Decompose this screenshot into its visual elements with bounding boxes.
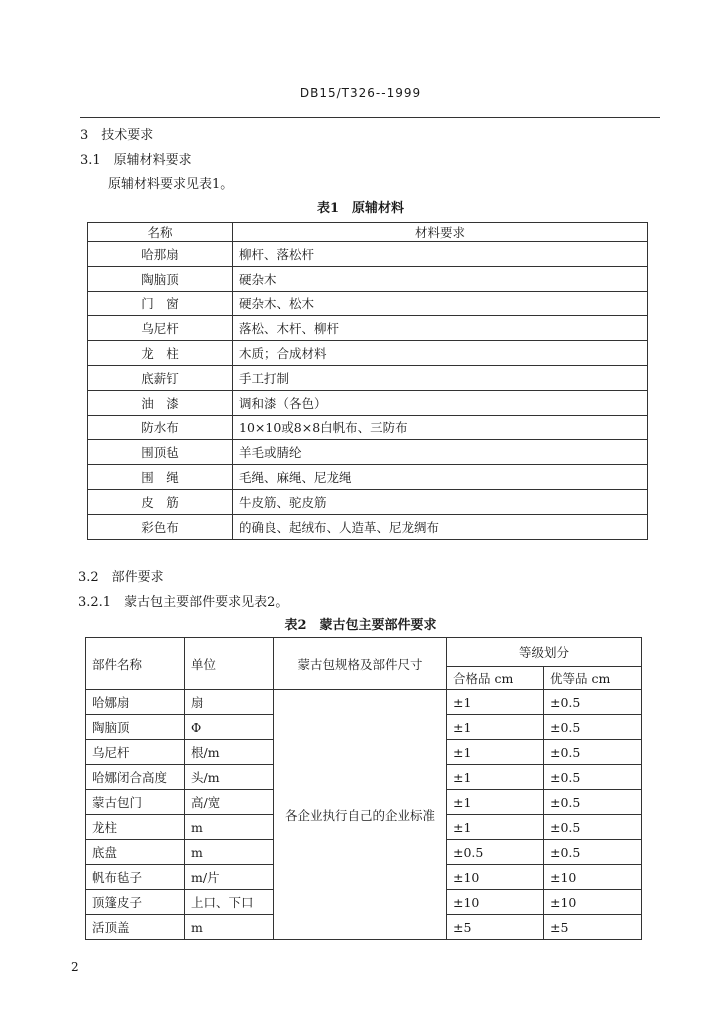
header-name: 名称 [88, 223, 233, 242]
grade-fine-cell: ±0.5 [544, 715, 642, 740]
material-name-cell: 皮 筋 [88, 489, 233, 514]
table-row [88, 266, 648, 291]
table2-caption: 表2 蒙古包主要部件要求 [284, 618, 437, 633]
header-grade: 等级划分 [447, 638, 642, 667]
page-number: 2 [71, 960, 79, 974]
materials-table [87, 222, 648, 540]
header-spec: 蒙古包规格及部件尺寸 [274, 638, 447, 690]
document-code: DB15/T326--1999 [299, 86, 422, 100]
material-requirement-cell: 的确良、起绒布、人造革、尼龙绸布 [233, 514, 648, 539]
section-3-1-title: 3.1 原辅材料要求 [80, 153, 192, 168]
part-name-cell: 陶脑顶 [86, 715, 185, 740]
grade-fine-cell: ±0.5 [544, 840, 642, 865]
part-name-cell: 底盘 [86, 840, 185, 865]
material-requirement-cell: 落松、木杆、柳杆 [233, 316, 648, 341]
part-unit-cell: m/片 [185, 865, 274, 890]
grade-pass-cell: ±1 [447, 765, 544, 790]
table-row [88, 242, 648, 267]
material-name-cell: 哈那扇 [88, 242, 233, 267]
header-rule [80, 117, 660, 118]
table-row [88, 291, 648, 316]
material-requirement-cell: 柳杆、落松杆 [233, 242, 648, 267]
components-table [85, 637, 642, 940]
part-name-cell: 哈娜扇 [86, 690, 185, 715]
header-unit: 单位 [185, 638, 274, 690]
section-3-2-1-body: 3.2.1 蒙古包主要部件要求见表2。 [78, 595, 289, 610]
grade-fine-cell: ±0.5 [544, 790, 642, 815]
material-requirement-cell: 硬杂木、松木 [233, 291, 648, 316]
table-row [88, 440, 648, 465]
part-unit-cell: 高/宽 [185, 790, 274, 815]
material-name-cell: 围顶毡 [88, 440, 233, 465]
grade-fine-cell: ±10 [544, 890, 642, 915]
part-unit-cell: Φ [185, 715, 274, 740]
grade-pass-cell: ±10 [447, 890, 544, 915]
part-unit-cell: 扇 [185, 690, 274, 715]
part-name-cell: 活顶盖 [86, 915, 185, 940]
material-name-cell: 龙 柱 [88, 341, 233, 366]
grade-fine-cell: ±5 [544, 915, 642, 940]
material-name-cell: 油 漆 [88, 390, 233, 415]
material-requirement-cell: 木质；合成材料 [233, 341, 648, 366]
material-name-cell: 门 窗 [88, 291, 233, 316]
table-row [88, 514, 648, 539]
material-requirement-cell: 10×10或8×8白帆布、三防布 [233, 415, 648, 440]
grade-pass-cell: ±1 [447, 690, 544, 715]
material-name-cell: 底薪钉 [88, 365, 233, 390]
grade-fine-cell: ±10 [544, 865, 642, 890]
material-name-cell: 彩色布 [88, 514, 233, 539]
table-header-row [88, 223, 648, 242]
part-name-cell: 哈娜闭合高度 [86, 765, 185, 790]
part-unit-cell: 根/m [185, 740, 274, 765]
material-requirement-cell: 羊毛或腈纶 [233, 440, 648, 465]
part-unit-cell: 头/m [185, 765, 274, 790]
section-3-title: 3 技术要求 [80, 128, 154, 143]
grade-fine-cell: ±0.5 [544, 740, 642, 765]
material-requirement-cell: 硬杂木 [233, 266, 648, 291]
part-name-cell: 龙柱 [86, 815, 185, 840]
part-unit-cell: m [185, 915, 274, 940]
section-3-1-body: 原辅材料要求见表1。 [108, 177, 234, 192]
part-name-cell: 乌尼杆 [86, 740, 185, 765]
header-grade-pass: 合格品 cm [447, 667, 544, 690]
grade-pass-cell: ±1 [447, 790, 544, 815]
grade-fine-cell: ±0.5 [544, 690, 642, 715]
grade-pass-cell: ±1 [447, 815, 544, 840]
grade-fine-cell: ±0.5 [544, 815, 642, 840]
grade-pass-cell: ±5 [447, 915, 544, 940]
table-row [88, 390, 648, 415]
part-unit-cell: m [185, 815, 274, 840]
part-unit-cell: 上口、下口 [185, 890, 274, 915]
material-requirement-cell: 牛皮筋、驼皮筋 [233, 489, 648, 514]
table-row [88, 316, 648, 341]
material-name-cell: 陶脑顶 [88, 266, 233, 291]
header-requirement: 材料要求 [233, 223, 648, 242]
part-name-cell: 帆布毡子 [86, 865, 185, 890]
material-requirement-cell: 毛绳、麻绳、尼龙绳 [233, 465, 648, 490]
header-part-name: 部件名称 [86, 638, 185, 690]
grade-fine-cell: ±0.5 [544, 765, 642, 790]
grade-pass-cell: ±10 [447, 865, 544, 890]
material-name-cell: 防水布 [88, 415, 233, 440]
material-requirement-cell: 调和漆（各色） [233, 390, 648, 415]
grade-pass-cell: ±1 [447, 740, 544, 765]
grade-pass-cell: ±1 [447, 715, 544, 740]
table-header-row [86, 638, 642, 667]
table-row [86, 690, 642, 715]
grade-pass-cell: ±0.5 [447, 840, 544, 865]
table-row [88, 465, 648, 490]
material-requirement-cell: 手工打制 [233, 365, 648, 390]
material-name-cell: 围 绳 [88, 465, 233, 490]
table-row [88, 341, 648, 366]
table-row [88, 365, 648, 390]
table1-caption: 表1 原辅材料 [316, 201, 405, 216]
part-name-cell: 蒙古包门 [86, 790, 185, 815]
section-3-2-title: 3.2 部件要求 [78, 570, 164, 585]
spec-merged-cell: 各企业执行自己的企业标准 [274, 690, 447, 940]
table-row [88, 489, 648, 514]
part-unit-cell: m [185, 840, 274, 865]
table-row [88, 415, 648, 440]
part-name-cell: 顶篷皮子 [86, 890, 185, 915]
material-name-cell: 乌尼杆 [88, 316, 233, 341]
header-grade-fine: 优等品 cm [544, 667, 642, 690]
